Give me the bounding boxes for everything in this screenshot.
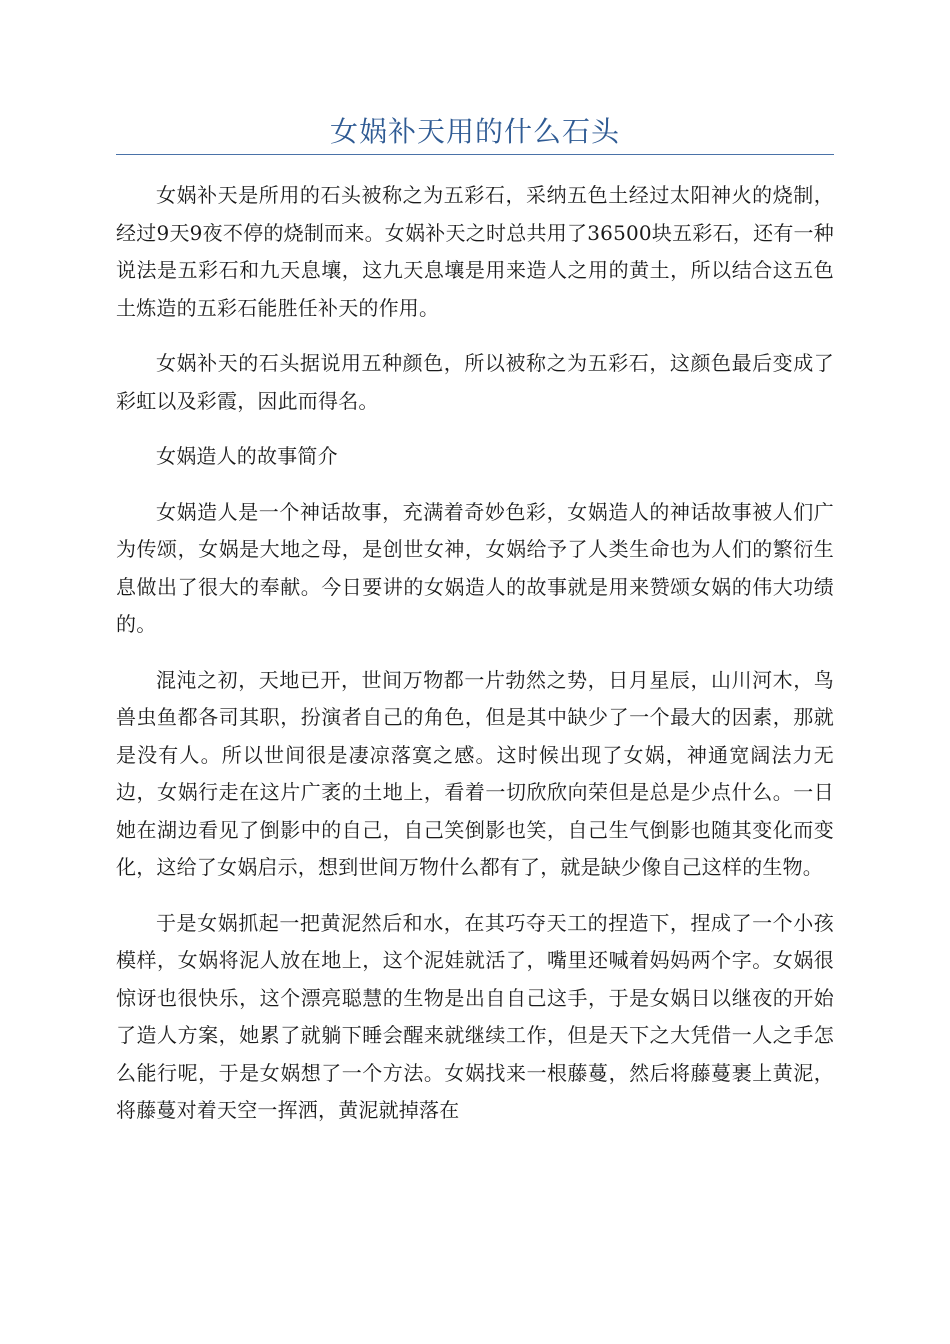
page-title: 女娲补天用的什么石头 [329, 115, 620, 148]
paragraph-3: 女娲造人是一个神话故事，充满着奇妙色彩，女娲造人的神话故事被人们广为传颂，女娲是大地之母，是创世女神，女娲给予了人类生命也为人们的繁衍生息做出了很大的奉献。今日要讲的女娲造人的故事就是用来赞颂女娲的伟大功绩的。 [116, 499, 834, 636]
section-heading: 女娲造人的故事简介 [156, 444, 338, 468]
document-body [116, 177, 834, 1148]
title-underline [116, 154, 834, 155]
paragraph-4: 混沌之初，天地已开，世间万物都一片勃然之势，日月星辰，山川河木，鸟兽虫鱼都各司其职，扮演者自己的角色，但是其中缺少了一个最大的因素，那就是没有人。所以世间很是凄凉落寞之感。这时候出现了女娲，神通宽阔法力无边，女娲行走在这片广袤的土地上，看着一切欣欣向荣但是总是少点什么。一日她在湖边看见了倒影中的自己，自己笑倒影也笑，自己生气倒影也随其变化而变化，这给了女娲启示，想到世间万物什么都有了，就是缺少像自己这样的生物。 [116, 667, 834, 879]
paragraph-1: 女娲补天是所用的石头被称之为五彩石，采纳五色土经过太阳神火的烧制，经过9天9夜不停的烧制而来。女娲补天之时总共用了36500块五彩石，还有一种说法是五彩石和九天息壤，这九天息壤是用来造人之用的黄土，所以结合这五色土炼造的五彩石能胜任补天的作用。 [116, 183, 834, 320]
paragraph-5: 于是女娲抓起一把黄泥然后和水，在其巧夺天工的捏造下，捏成了一个小孩模样，女娲将泥人放在地上，这个泥娃就活了，嘴里还喊着妈妈两个字。女娲很惊讶也很快乐，这个漂亮聪慧的生物是出自自己这手，于是女娲日以继夜的开始了造人方案，她累了就躺下睡会醒来就继续工作，但是天下之大凭借一人之手怎么能行呢，于是女娲想了一个方法。女娲找来一根藤蔓，然后将藤蔓裹上黄泥，将藤蔓对着天空一挥洒，黄泥就掉落在 [116, 910, 834, 1122]
paragraph-2: 女娲补天的石头据说用五种颜色，所以被称之为五彩石，这颜色最后变成了彩虹以及彩霞，因此而得名。 [116, 351, 834, 413]
